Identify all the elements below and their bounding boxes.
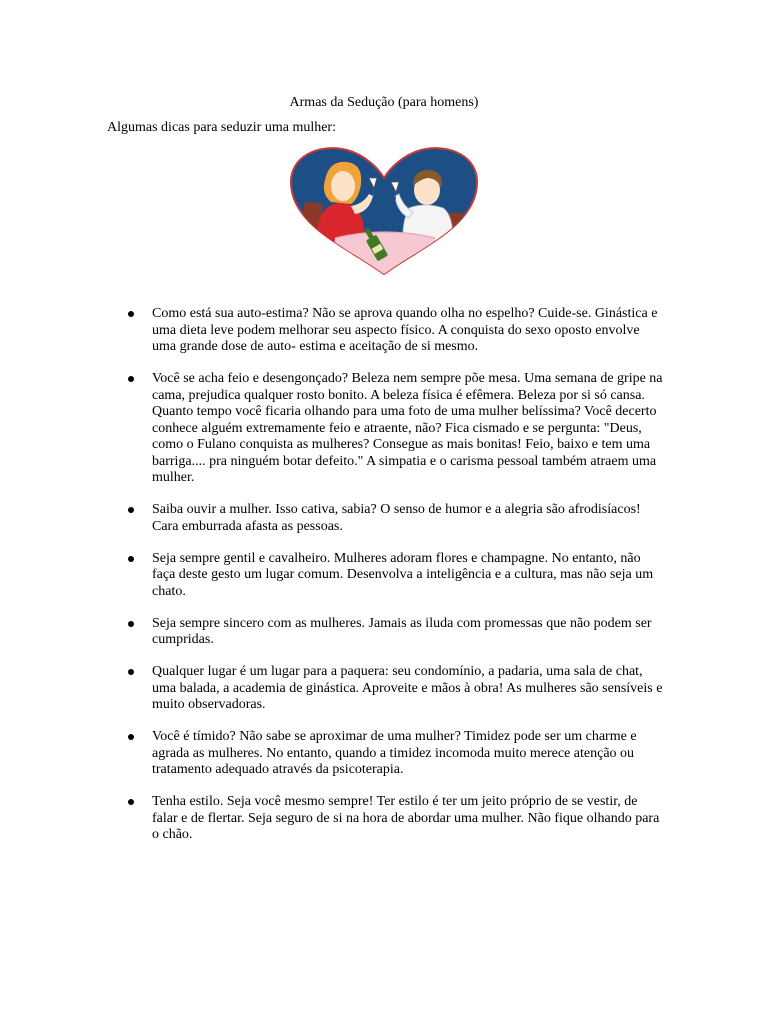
bullet-icon	[128, 799, 134, 805]
bullet-icon	[128, 556, 134, 562]
heart-couple-toast-illustration	[285, 142, 483, 276]
list-item	[126, 794, 666, 844]
list-item	[126, 306, 666, 356]
bullet-icon	[128, 669, 134, 675]
bullet-icon	[128, 311, 134, 317]
illustration	[285, 142, 483, 276]
bullet-icon	[128, 621, 134, 627]
list-item	[126, 502, 666, 535]
bullet-icon	[128, 507, 134, 513]
tip-text: Seja sempre sincero com as mulheres. Jamais as iluda com promessas que não podem ser cumpridas.	[152, 615, 652, 647]
tip-text: Como está sua auto-estima? Não se aprova quando olha no espelho? Cuide-se. Ginástica e uma dieta leve podem melhorar seu aspecto físico. A conquista do sexo oposto envolve uma grande dose de auto- estima e aceitação de si mesmo.	[152, 306, 658, 354]
list-item	[126, 664, 666, 714]
bullet-icon	[128, 376, 134, 382]
tip-text: Qualquer lugar é um lugar para a paquera: seu condomínio, a padaria, uma sala de chat, uma balada, a academia de ginástica. Aproveite e mãos à obra! As mulheres são sensíveis e muito observadoras.	[152, 664, 663, 712]
bullet-icon	[128, 734, 134, 740]
tip-text: Saiba ouvir a mulher. Isso cativa, sabia? O senso de humor e a alegria são afrodisíacos! Cara emburrada afasta as pessoas.	[152, 502, 641, 534]
tips-list	[126, 306, 666, 859]
page-title: Armas da Sedução (para homens)	[289, 95, 479, 110]
tip-text: Seja sempre gentil e cavalheiro. Mulheres adoram flores e champagne. No entanto, não faça deste gesto um lugar comum. Desenvolva a inteligência e a cultura, mas não seja um chato.	[152, 550, 654, 599]
list-item	[126, 729, 666, 779]
tip-text: Você é tímido? Não sabe se aproximar de uma mulher? Timidez pode ser um charme e agrada as mulheres. No entanto, quando a timidez incomoda muito merece atenção ou tratamento adequado através da psicoterapia.	[152, 729, 637, 777]
intro-text: Algumas dicas para seduzir uma mulher:	[107, 120, 336, 135]
list-item	[126, 551, 666, 601]
tip-text: Você se acha feio e desengonçado? Beleza nem sempre põe mesa. Uma semana de gripe na cama, prejudica qualquer rosto bonito. A beleza física é efêmera. Beleza por si só cansa. Quanto tempo você ficaria olhando para uma foto de uma mulher belíssima? Você decerto conhece alguém extremamente feio e atraente, não? Fica cismado e se pergunta: "Deus, como o Fulano conquista as mulheres? Consegue as mais bonitas! Feio, baixo e tem uma barriga.... pra ninguém botar defeito." A simpatia e o carisma pessoal também atraem uma mulher.	[152, 371, 663, 485]
tip-text: Tenha estilo. Seja você mesmo sempre! Ter estilo é ter um jeito próprio de se vestir, de falar e de flertar. Seja seguro de si na hora de abordar uma mulher. Não fique olhando para o chão.	[152, 794, 660, 842]
list-item	[126, 371, 666, 487]
list-item	[126, 616, 666, 649]
